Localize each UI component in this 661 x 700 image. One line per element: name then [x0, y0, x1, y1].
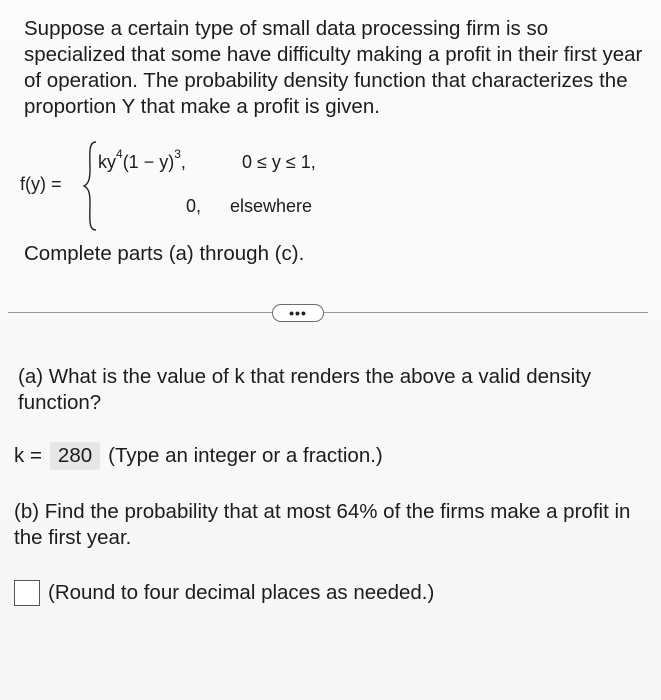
section-divider: [8, 312, 648, 313]
formula-lhs: f(y) =: [20, 174, 62, 194]
case2-condition: elsewhere: [230, 196, 313, 216]
part-a-answer-field[interactable]: 280: [50, 442, 100, 470]
part-b-answer-hint: (Round to four decimal places as needed.): [48, 581, 435, 604]
left-brace: [82, 140, 98, 232]
problem-intro: Suppose a certain type of small data processing firm is so specialized that some have difficulty making a profit in their first year of operation. The probability density function that characterizes the proportion Y that make a profit is given.: [24, 17, 643, 118]
answer-prefix: k =: [14, 444, 42, 467]
case1-condition: 0 ≤ y ≤ 1,: [242, 152, 316, 172]
answer-hint: (Type an integer or a fraction.): [108, 444, 383, 467]
case2-expression: 0,: [186, 196, 202, 216]
density-formula: [20, 140, 360, 240]
expand-more-button[interactable]: •••: [272, 304, 324, 322]
part-a-answer-row: [14, 442, 383, 470]
part-a-question: (a) What is the value of k that renders the above a valid density function?: [18, 365, 592, 414]
part-b-question: (b) Find the probability that at most 64% of the firms make a profit in the first year.: [14, 500, 631, 549]
instructions-text: Complete parts (a) through (c).: [24, 242, 305, 265]
part-b-answer-input[interactable]: [14, 580, 40, 606]
case1-expression: $ky^4(1 - y)^3$,: [98, 147, 186, 172]
part-b-answer-row: [14, 580, 434, 606]
